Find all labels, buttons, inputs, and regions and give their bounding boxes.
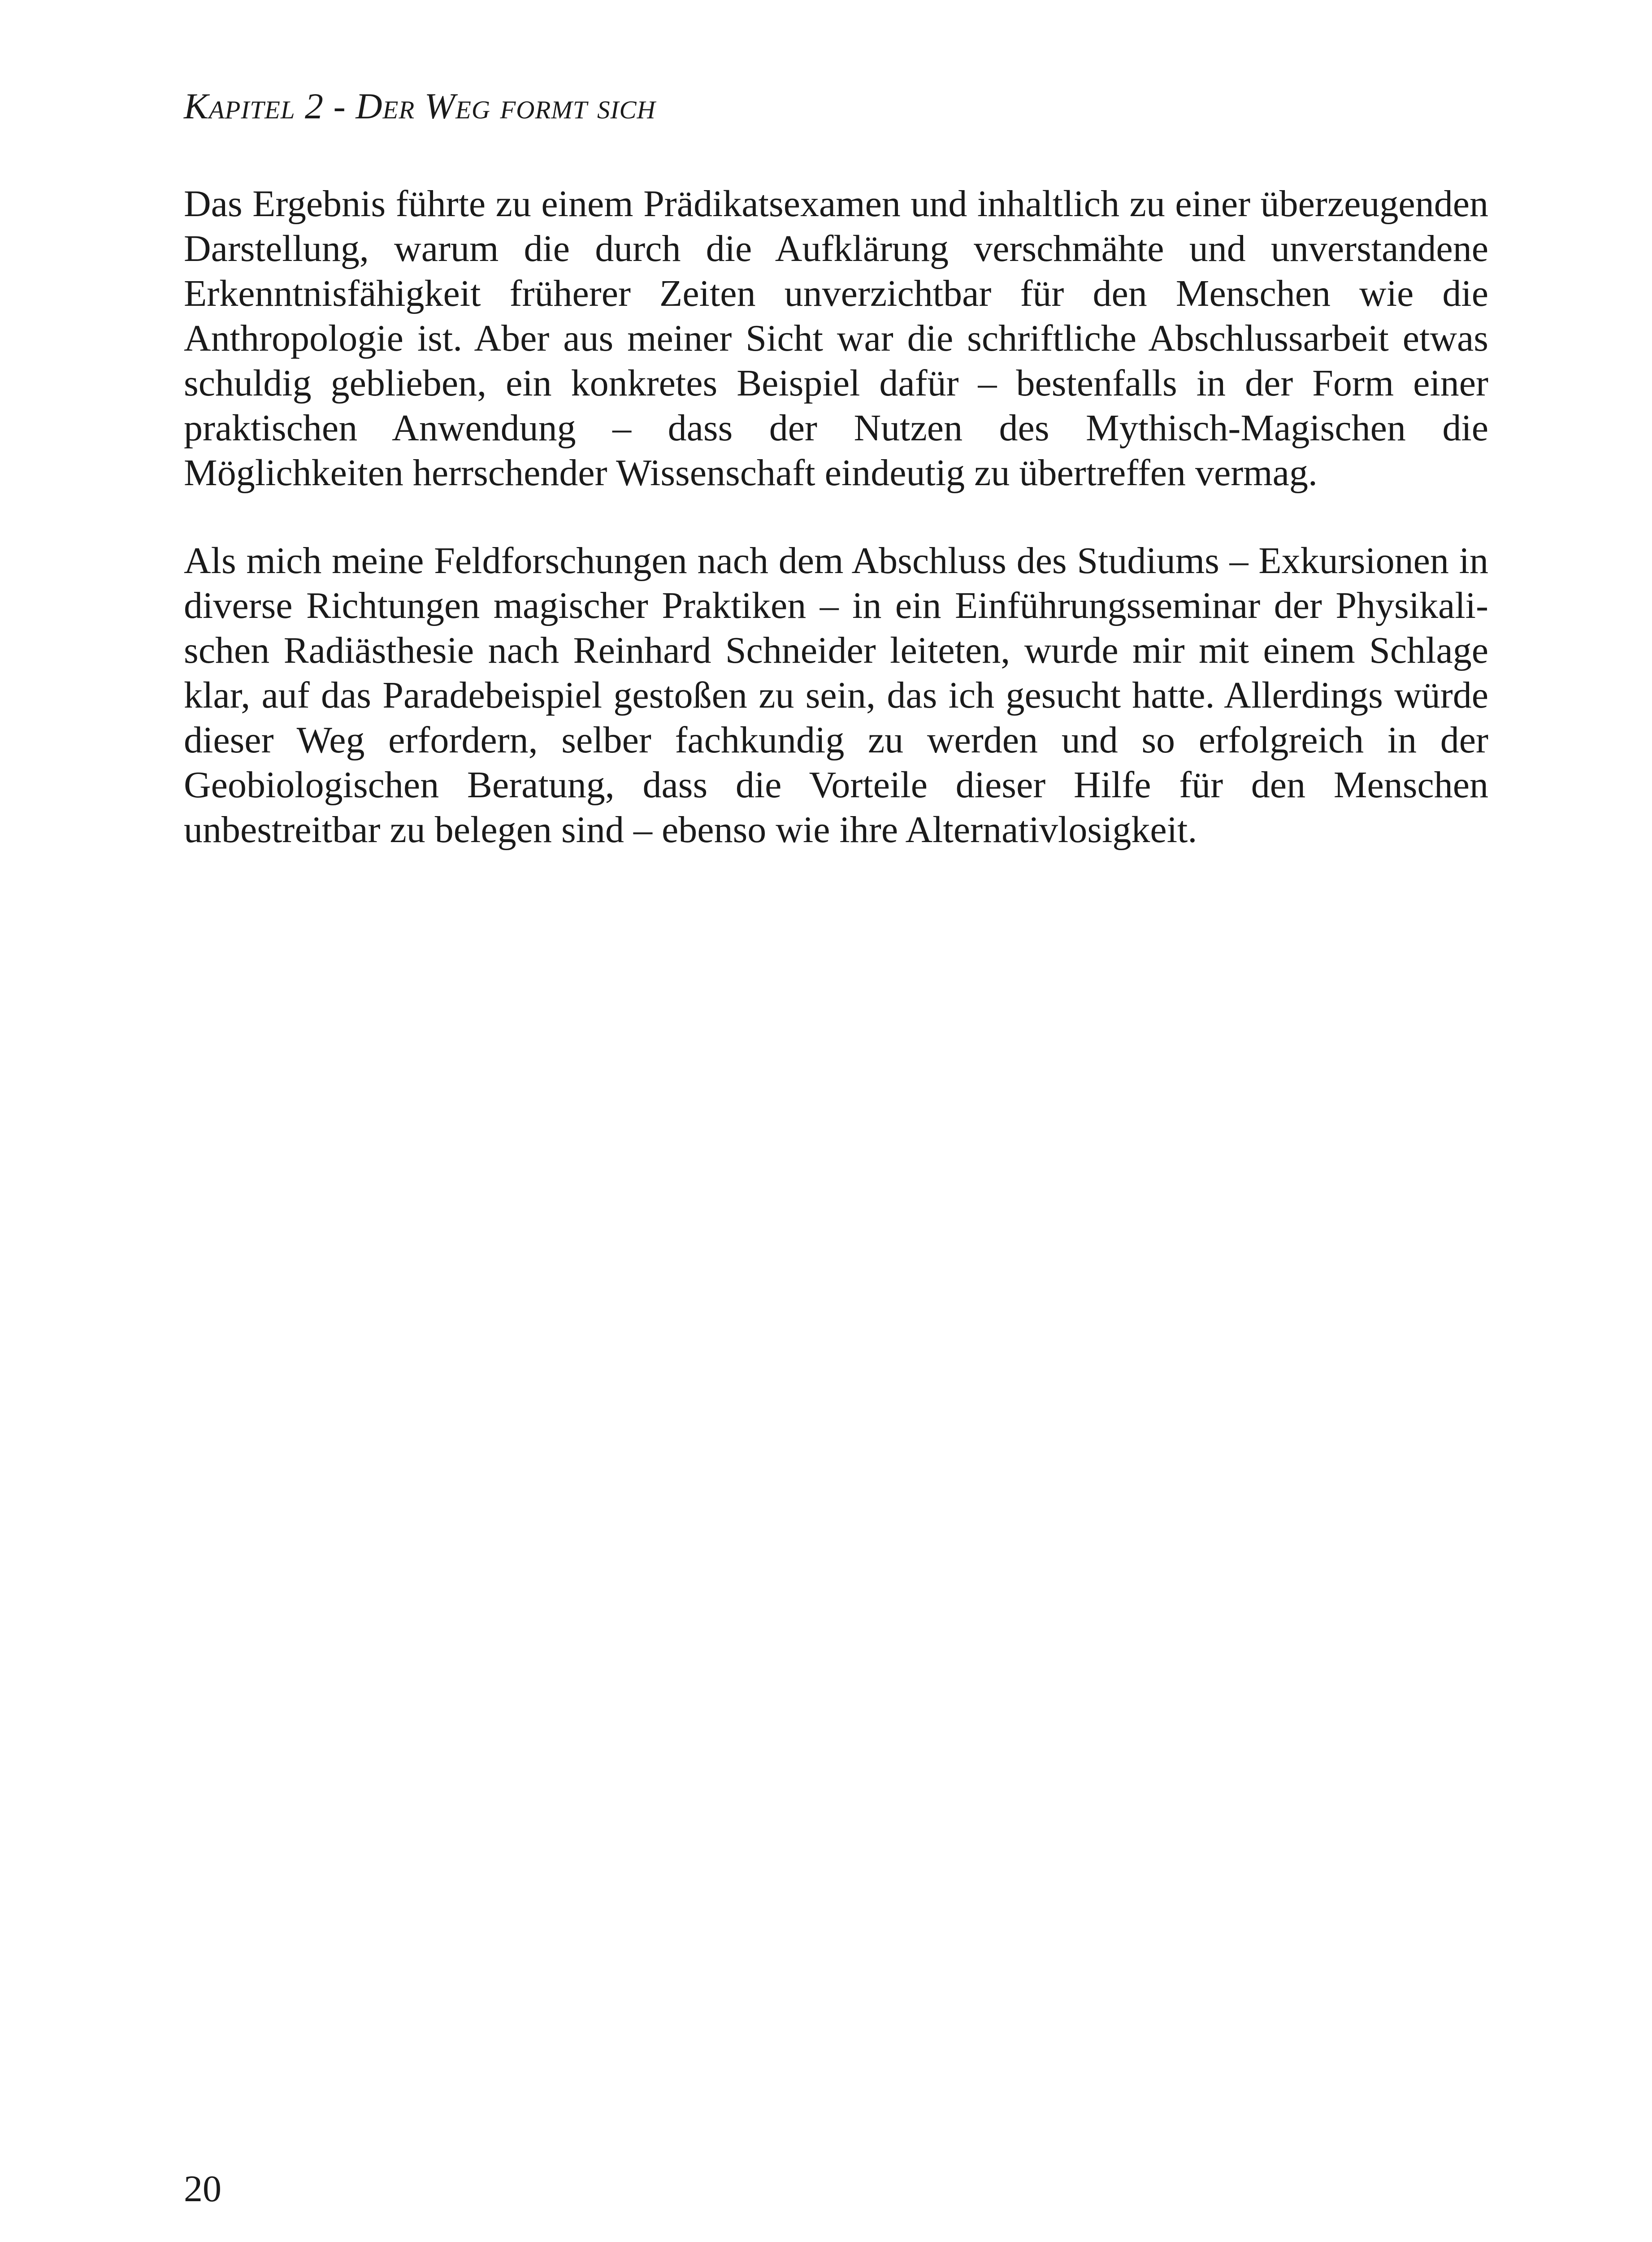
paragraph-1: Das Ergebnis führte zu einem Prädikatsexamen und inhaltlich zu einer überzeugenden Darstellung, warum die durch die Aufklärung verschmähte und unverstandene Erkenntnisfähigkeit früherer Zeiten unverzichtbar für den Menschen wie die Anthropologie ist. Aber aus meiner Sicht war die schriftliche Abschlussarbeit etwas schuldig geblieben, ein konkretes Beispiel dafür – bestenfalls in der Form einer praktischen Anwendung – dass der Nutzen des Mythisch-Magischen die Möglichkeiten herrschender Wissenschaft eindeutig zu übertreffen vermag. <box>184 183 1488 494</box>
paragraph-2: Als mich meine Feldforschungen nach dem Abschluss des Studiums – Exkursionen in diverse Richtungen magischer Praktiken – in ein Einführungsseminar der Physikalischen Radiästhesie nach Reinhard Schneider leiteten, wurde mir mit einem Schlage klar, auf das Paradebeispiel gestoßen zu sein, das ich gesucht hatte. Allerdings würde dieser Weg erfordern, selber fachkundig zu werden und so erfolgreich in der Geobiologischen Beratung, dass die Vorteile dieser Hilfe für den Menschen unbestreitbar zu belegen sind – ebenso wie ihre Alternativlosigkeit. <box>184 540 1488 851</box>
body-text <box>184 182 1488 852</box>
page-number: 20 <box>184 2168 221 2210</box>
running-head: Kapitel 2 - Der Weg formt sich <box>184 86 656 126</box>
